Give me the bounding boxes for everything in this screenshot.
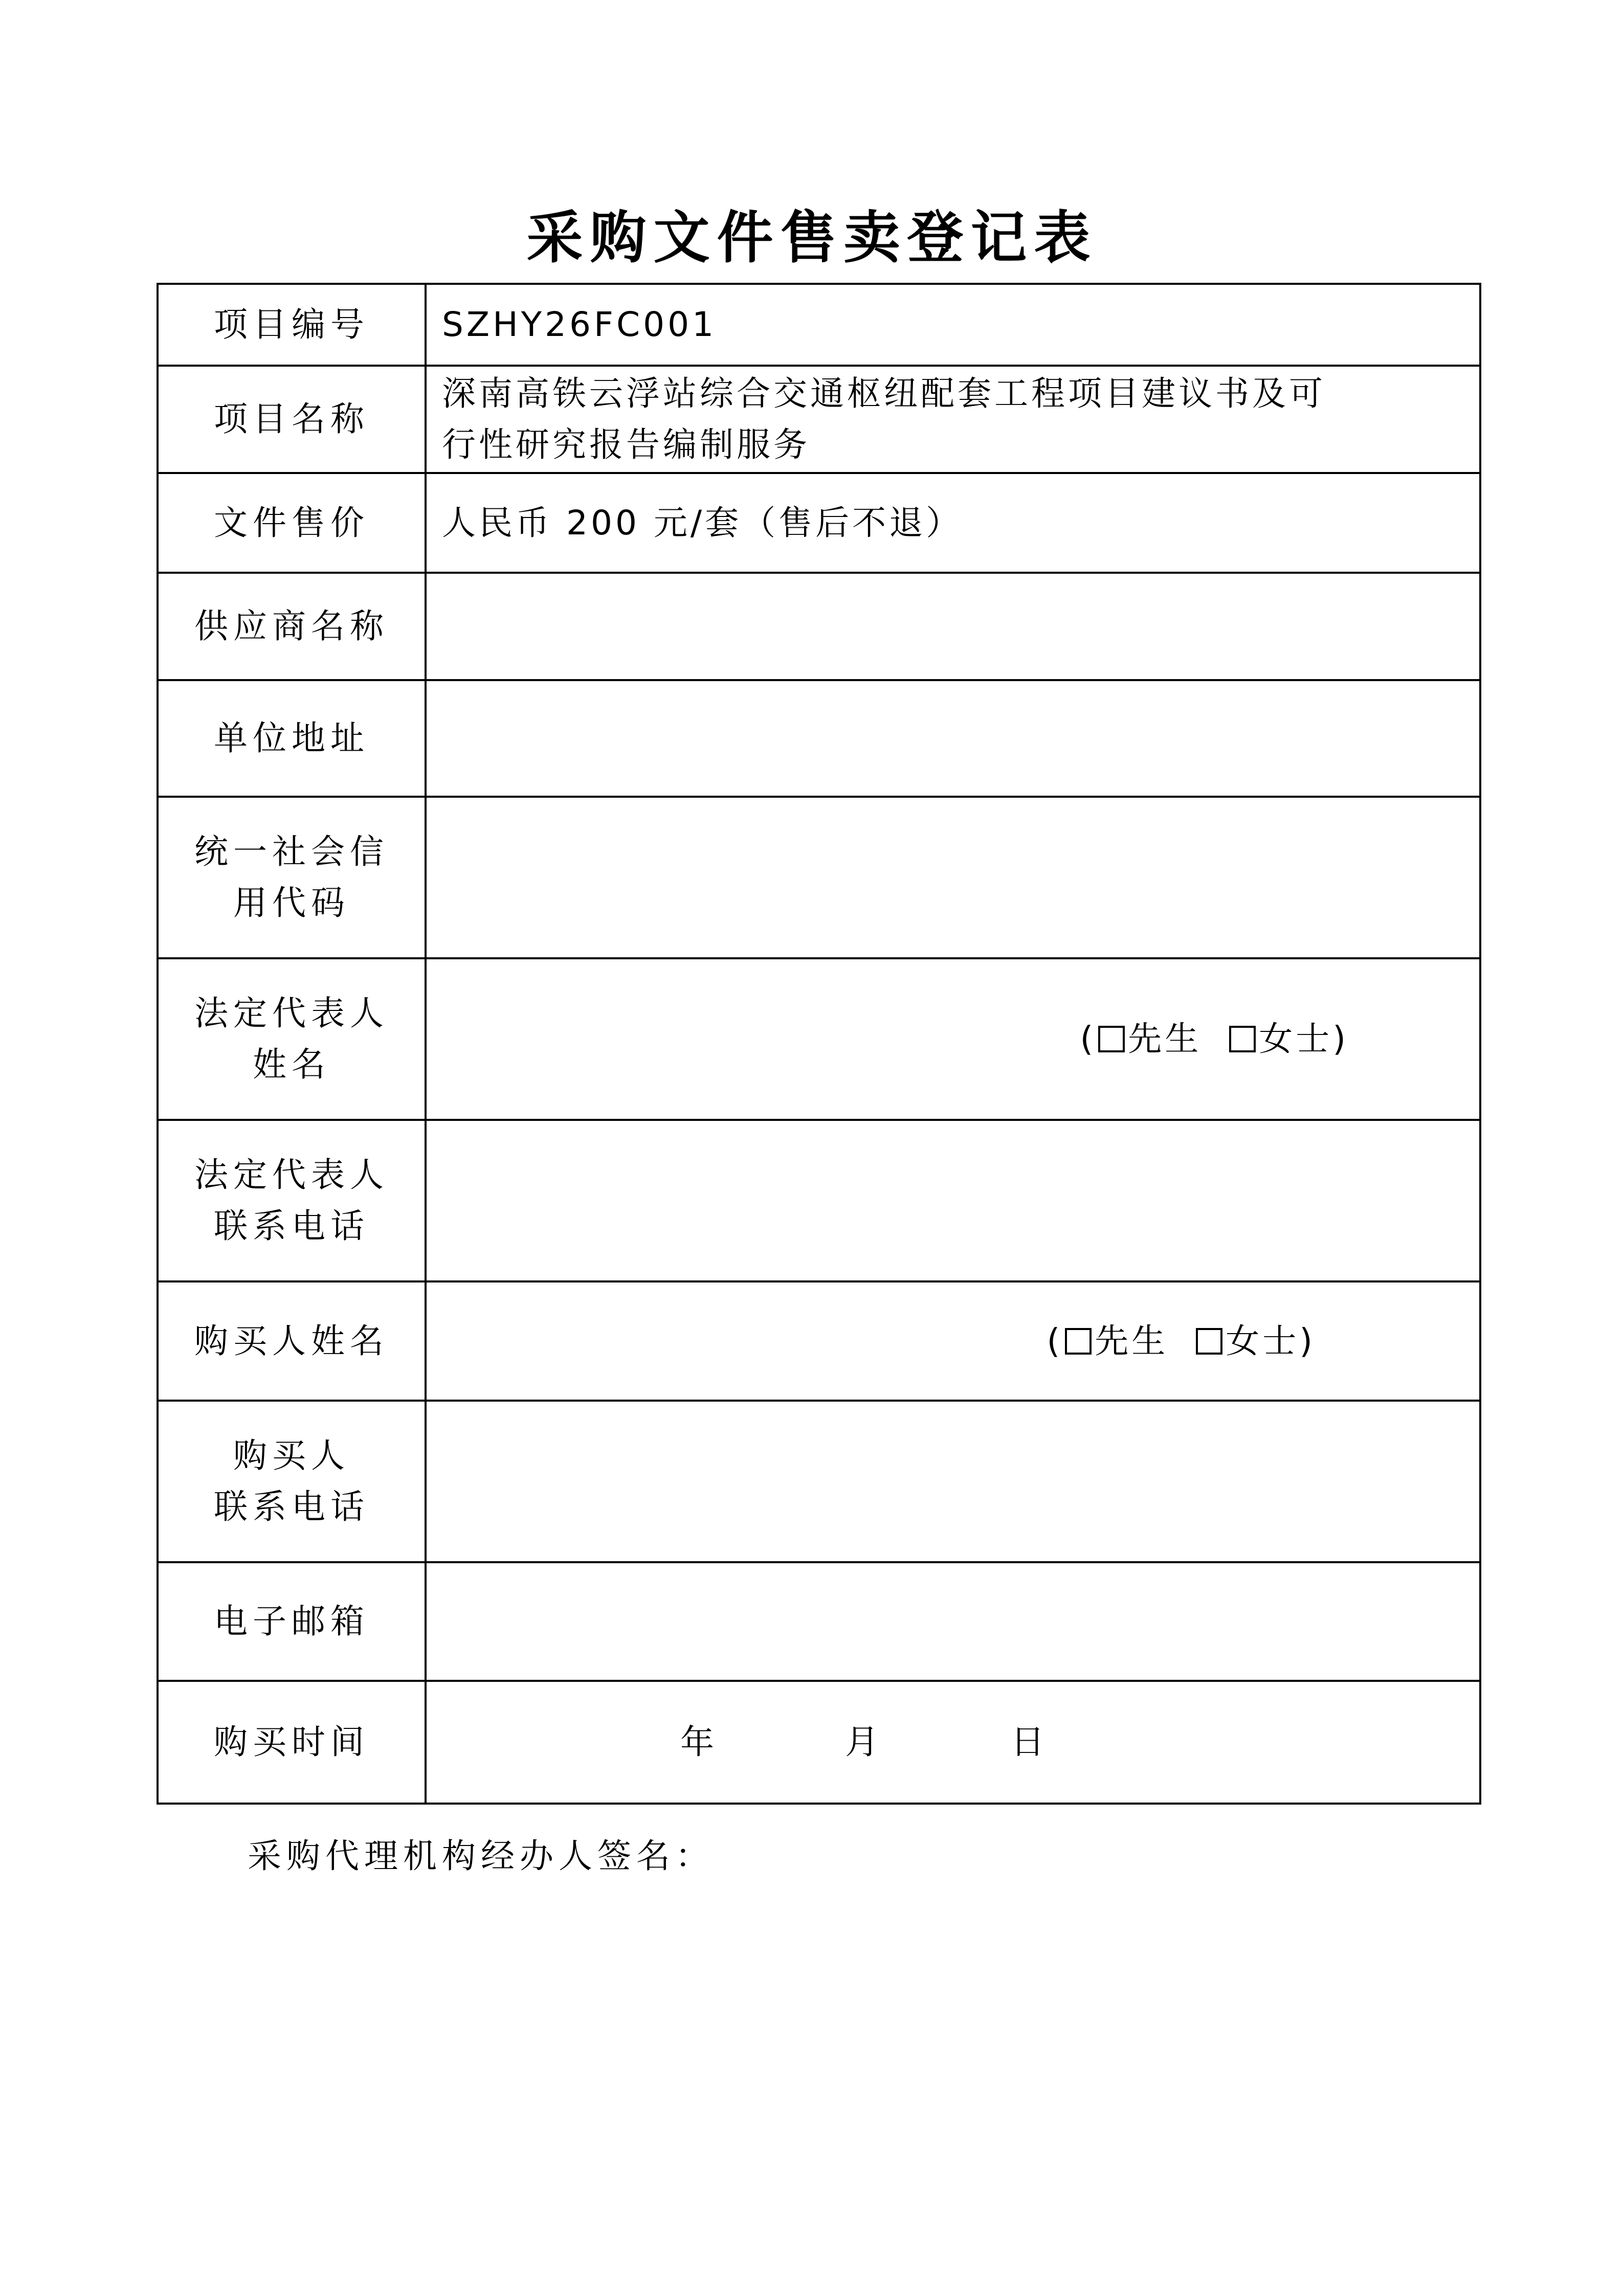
legal-rep-name-label (158, 958, 426, 1120)
legal-rep-male-checkbox[interactable] (1098, 1026, 1125, 1052)
price-label: 文件售价 (158, 473, 426, 573)
legal-rep-phone-field[interactable] (426, 1120, 1480, 1281)
month-label: 月 (845, 1722, 882, 1762)
legal-rep-phone-label (158, 1120, 426, 1281)
year-label: 年 (680, 1722, 717, 1762)
buyer-salutation (442, 1316, 1464, 1367)
legal-rep-phone-label-line-1: 法定代表人 (194, 1155, 389, 1195)
purchase-date (442, 1717, 1464, 1768)
project-name-line-1: 深南高铁云浮站综合交通枢纽配套工程项目建议书及可 (442, 374, 1326, 413)
table-row-legal-rep-name (158, 958, 1480, 1120)
table-row-supplier-name (158, 573, 1480, 680)
legal-rep-name-label-line-1: 法定代表人 (194, 994, 389, 1033)
credit-code-label-line-1: 统一社会信 (194, 832, 389, 871)
credit-code-field[interactable] (426, 797, 1480, 958)
table-row-buyer-phone (158, 1401, 1480, 1562)
price-value: 人民币 200 元/套（售后不退） (426, 473, 1480, 573)
close-paren: ) (1332, 1019, 1349, 1059)
page-title: 采购文件售卖登记表 (526, 205, 1098, 271)
legal-rep-name-label-line-2: 姓名 (253, 1045, 330, 1084)
buyer-phone-label-line-2: 联系电话 (214, 1487, 369, 1526)
email-field[interactable] (426, 1562, 1480, 1681)
supplier-name-label: 供应商名称 (158, 573, 426, 680)
buyer-name-field[interactable] (426, 1281, 1480, 1401)
open-paren: ( (1047, 1321, 1063, 1361)
table-row-project-no (158, 284, 1480, 366)
purchase-time-field[interactable] (426, 1681, 1480, 1804)
table-row-price (158, 473, 1480, 573)
buyer-female-label: 女士 (1226, 1321, 1300, 1361)
table-row-address (158, 680, 1480, 797)
project-name-line-2: 行性研究报告编制服务 (442, 425, 810, 464)
legal-rep-salutation (442, 1014, 1464, 1065)
project-no-label: 项目编号 (158, 284, 426, 366)
project-name-value (426, 366, 1480, 473)
buyer-male-checkbox[interactable] (1065, 1328, 1092, 1355)
open-paren: ( (1080, 1019, 1097, 1059)
buyer-phone-field[interactable] (426, 1401, 1480, 1562)
supplier-name-field[interactable] (426, 573, 1480, 680)
purchase-time-label: 购买时间 (158, 1681, 426, 1804)
credit-code-label (158, 797, 426, 958)
legal-rep-name-field[interactable] (426, 958, 1480, 1120)
agent-signature-label: 采购代理机构经办人签名： (248, 1836, 714, 1876)
table-row-credit-code (158, 797, 1480, 958)
buyer-name-label: 购买人姓名 (158, 1281, 426, 1401)
table-row-legal-rep-phone (158, 1120, 1480, 1281)
buyer-phone-label-line-1: 购买人 (233, 1436, 350, 1475)
legal-rep-female-label: 女士 (1259, 1019, 1333, 1059)
email-label: 电子邮箱 (158, 1562, 426, 1681)
legal-rep-female-checkbox[interactable] (1229, 1026, 1256, 1052)
buyer-male-label: 先生 (1095, 1321, 1169, 1361)
address-field[interactable] (426, 680, 1480, 797)
table-row-email (158, 1562, 1480, 1681)
project-no-value: SZHY26FC001 (426, 284, 1480, 366)
buyer-phone-label (158, 1401, 426, 1562)
registration-form-table (157, 283, 1481, 1805)
address-label: 单位地址 (158, 680, 426, 797)
credit-code-label-line-2: 用代码 (233, 883, 350, 922)
legal-rep-phone-label-line-2: 联系电话 (214, 1206, 369, 1246)
legal-rep-male-label: 先生 (1128, 1019, 1202, 1059)
close-paren: ) (1299, 1321, 1316, 1361)
project-name-label: 项目名称 (158, 366, 426, 473)
buyer-female-checkbox[interactable] (1196, 1328, 1222, 1355)
day-label: 日 (1011, 1722, 1048, 1762)
table-row-project-name (158, 366, 1480, 473)
table-row-purchase-time (158, 1681, 1480, 1804)
table-row-buyer-name (158, 1281, 1480, 1401)
